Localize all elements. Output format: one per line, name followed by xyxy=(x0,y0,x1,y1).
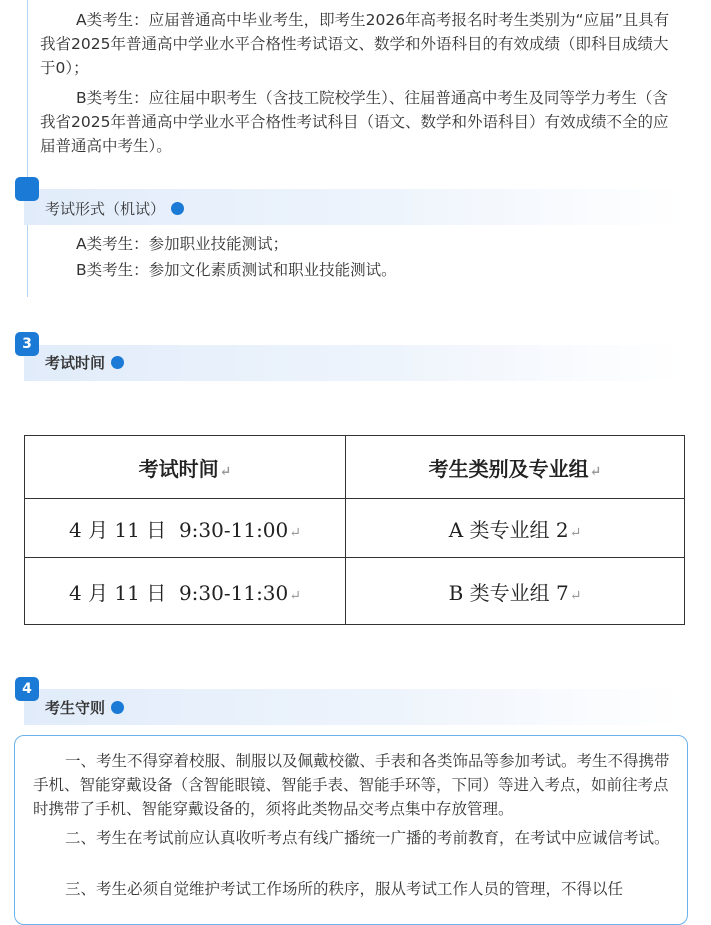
section3-title-text: 考试时间 xyxy=(45,354,106,372)
table-cell: A 类专业组 2↵ xyxy=(346,499,685,558)
paragraph-a: A类考生：应届普通高中毕业考生，即考生2026年高考报名时考生类别为“应届”且具有我省2025年普通高中学业水平合格性考试语文、数学和外语科目的有效成绩（即科目成绩大于0）； xyxy=(40,11,670,77)
exam-schedule-table xyxy=(24,435,685,625)
bullet-dot-icon xyxy=(171,202,184,215)
paragraph-b: B类考生：应往届中职考生（含技工院校学生）、往届普通高中考生及同等学力考生（含我省2025年普通高中学业水平合格性考试科目（语文、数学和外语科目）有效成绩不全的应届普通高中考生）。 xyxy=(40,89,669,155)
section3-badge: 3 xyxy=(15,332,39,356)
table-cell: 4 月 11 日 9:30-11:00↵ xyxy=(25,499,346,558)
table-cell: B 类专业组 7↵ xyxy=(346,558,685,625)
table-header-cell: 考生类别及专业组↵ xyxy=(346,436,685,499)
exam-form-title-text: 考试形式（机试） xyxy=(45,200,166,218)
exam-form-line-b: B类考生：参加文化素质测试和职业技能测试。 xyxy=(76,261,397,279)
bullet-dot-icon xyxy=(111,356,124,369)
section4-title xyxy=(45,697,124,718)
rule-1: 一、考生不得穿着校服、制服以及佩戴校徽、手表和各类饰品等参加考试。考生不得携带手机、智能穿戴设备（含智能眼镜、智能手表、智能手环等，下同）等进入考点，如前往考点时携带了手机、智能穿戴设备的，须将此类物品交考点集中存放管理。 xyxy=(33,752,670,818)
rule-2: 二、考生在考试前应认真收听考点有线广播统一广播的考前教育，在考试中应诚信考试。 xyxy=(65,829,670,847)
table-row xyxy=(25,499,685,558)
section4-badge: 4 xyxy=(15,677,39,701)
table-header-row xyxy=(25,436,685,499)
table-row xyxy=(25,558,685,625)
bullet-dot-icon xyxy=(111,701,124,714)
rule-3: 三、考生必须自觉维护考试工作场所的秩序，服从考试工作人员的管理，不得以任 xyxy=(65,880,624,898)
exam-form-title xyxy=(45,198,184,219)
section-guide-line xyxy=(27,0,28,297)
section4-title-text: 考生守则 xyxy=(45,699,106,717)
exam-form-line-a: A类考生：参加职业技能测试； xyxy=(76,235,289,253)
section3-title xyxy=(45,352,124,373)
table-header-cell: 考试时间↵ xyxy=(25,436,346,499)
table-cell: 4 月 11 日 9:30-11:30↵ xyxy=(25,558,346,625)
section-badge xyxy=(15,177,39,201)
